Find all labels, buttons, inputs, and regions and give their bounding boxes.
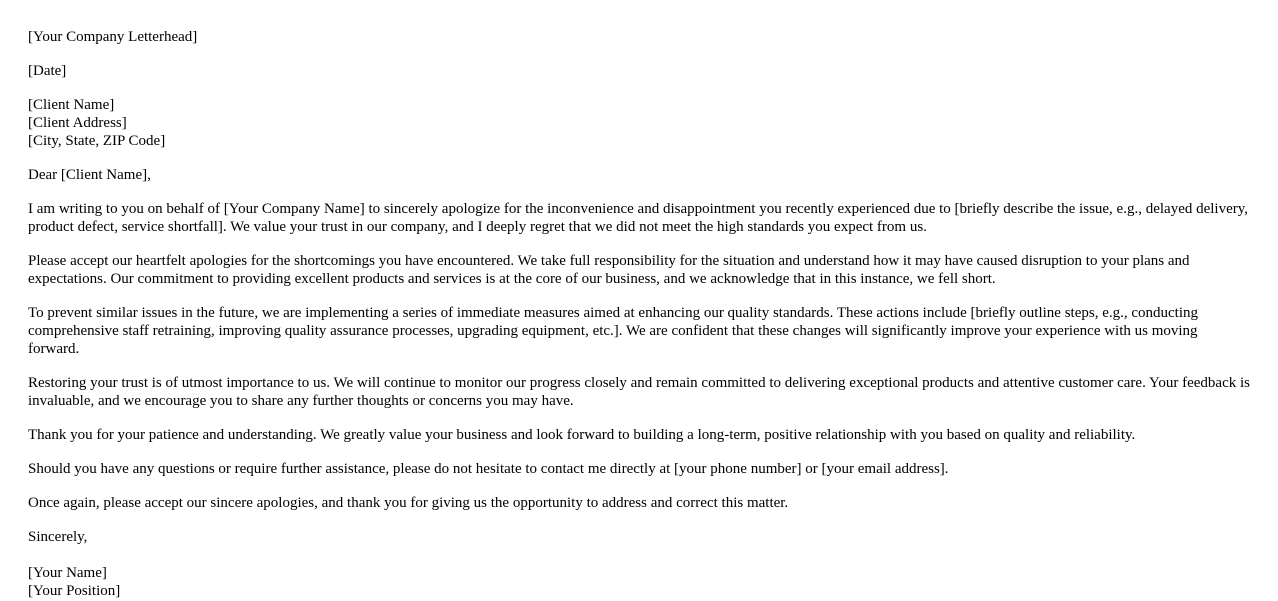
recipient-name: [Client Name] [28, 97, 115, 113]
recipient-address: [Client Address] [28, 115, 127, 131]
closing-block [28, 528, 1250, 546]
recipient-city-state-zip: [City, State, ZIP Code] [28, 133, 166, 149]
signature-name: [Your Name] [28, 565, 107, 581]
body-paragraph-2: Please accept our heartfelt apologies for the shortcomings you have encountered. We take full responsibility for the situation and understand how it may have caused disruption to your plans and expectations. Our commitment to providing excellent products and services is at the core of our business, and we acknowledge that in this instance, we fell short. [28, 253, 1190, 287]
letterhead-text: [Your Company Letterhead] [28, 29, 198, 45]
letterhead [28, 28, 1250, 46]
body-paragraph-5: Thank you for your patience and understanding. We greatly value your business and look forward to building a long-term, positive relationship with you based on quality and reliability. [28, 427, 1136, 443]
body-paragraph-3: To prevent similar issues in the future, we are implementing a series of immediate measures aimed at enhancing our quality standards. These actions include [briefly outline steps, e.g., conducting comprehensive staff retraining, improving quality assurance processes, upgrading equipment, etc.]. We are confident that these changes will significantly improve your experience with us moving forward. [28, 305, 1198, 357]
salutation: Dear [Client Name], [28, 167, 151, 183]
closing: Sincerely, [28, 529, 88, 545]
date-block [28, 62, 1250, 80]
body-paragraph-6: Should you have any questions or require further assistance, please do not hesitate to contact me directly at [your phone number] or [your email address]. [28, 461, 949, 477]
recipient-address-block [28, 96, 1250, 150]
signature-position: [Your Position] [28, 583, 121, 599]
body-paragraph-4: Restoring your trust is of utmost importance to us. We will continue to monitor our progress closely and remain committed to delivering exceptional products and attentive customer care. Your feedback is invaluable, and we encourage you to share any further thoughts or concerns you may have. [28, 375, 1250, 409]
body-paragraph-1: I am writing to you on behalf of [Your Company Name] to sincerely apologize for the inconvenience and disappointment you recently experienced due to [briefly describe the issue, e.g., delayed delivery, product defect, service shortfall]. We value your trust in our company, and I deeply regret that we did not meet the high standards you expect from us. [28, 201, 1249, 235]
signature-block [28, 564, 1250, 600]
body-paragraph-7: Once again, please accept our sincere apologies, and thank you for giving us the opportunity to address and correct this matter. [28, 495, 789, 511]
letter-date: [Date] [28, 63, 67, 79]
salutation-block [28, 166, 1250, 184]
